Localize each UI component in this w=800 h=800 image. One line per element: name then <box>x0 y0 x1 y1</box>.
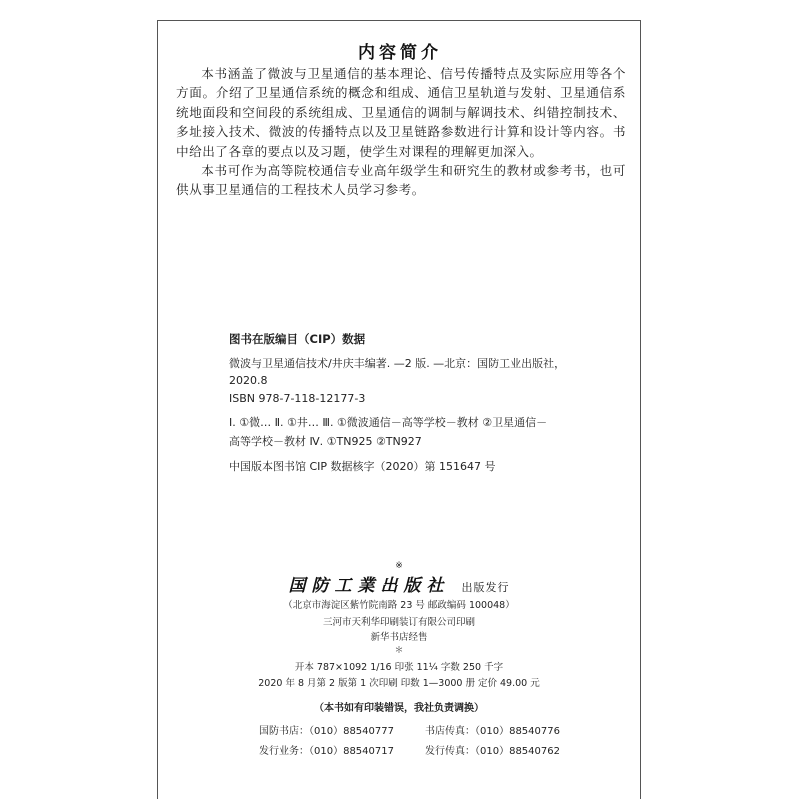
printer-name: 三河市天利华印刷装订有限公司印刷 <box>322 617 475 628</box>
separator-mark: ※ <box>395 561 403 571</box>
sales-phone: 发行业务：（010）88540717 <box>259 746 394 757</box>
edition-info: 2020 年 8 月第 2 版第 1 次印刷 印数 1—3000 册 定价 49.00 元 <box>258 678 540 689</box>
cip-classification-2: 高等学校－教材 Ⅳ. ①TN925 ②TN927 <box>229 435 422 448</box>
cip-heading: 图书在版编目（CIP）数据 <box>229 332 366 346</box>
summary-paragraph-1: 本书涵盖了微波与卫星通信的基本理论、信号传播特点及实际应用等各个方面。介绍了卫星通信系统的概念和组成、通信卫星轨道与发射、卫星通信系统地面段和空间段的系统组成、卫星通信的调制与解调技术、纠错控制技术、多址接入技术、微波的传播特点以及卫星链路参数进行计算和设计等内容。书中给出了各章的要点以及习题，使学生对课程的理解更加深入。 <box>176 66 626 159</box>
book-specs: 开本 787×1092 1/16 印张 11¼ 字数 250 千字 <box>294 662 504 673</box>
separator-dot: ＊ <box>394 646 404 656</box>
publisher-logo-suffix: 出版发行 <box>461 581 510 594</box>
distributor: 新华书店经售 <box>370 632 428 643</box>
cip-isbn: ISBN 978-7-118-12177-3 <box>229 392 366 405</box>
bookstore-phone: 国防书店：（010）88540777 <box>259 726 394 737</box>
summary-text <box>176 64 626 200</box>
cip-line-1: 微波与卫星通信技术/井庆丰编著. —2 版. —北京：国防工业出版社， <box>229 357 566 370</box>
replacement-notice: （本书如有印装错误，我社负责调换） <box>314 703 484 714</box>
publisher-address: （北京市海淀区紫竹院南路 23 号 邮政编码 100048） <box>283 600 515 611</box>
page-title: 内容简介 <box>358 43 442 63</box>
sales-fax: 发行传真：（010）88540762 <box>425 746 560 757</box>
publisher-logo <box>157 571 641 596</box>
cip-record-number: 中国版本图书馆 CIP 数据核字（2020）第 151647 号 <box>229 460 496 473</box>
cip-line-2: 2020.8 <box>229 374 268 387</box>
bookstore-fax: 书店传真：（010）88540776 <box>425 726 560 737</box>
cip-classification-1: Ⅰ. ①微… Ⅱ. ①井… Ⅲ. ①微波通信－高等学校－教材 ②卫星通信－ <box>229 416 548 429</box>
publisher-logo-text: 国防工業出版社 <box>288 576 450 596</box>
summary-paragraph-2: 本书可作为高等院校通信专业高年级学生和研究生的教材或参考书，也可供从事卫星通信的工程技术人员学习参考。 <box>176 163 626 198</box>
